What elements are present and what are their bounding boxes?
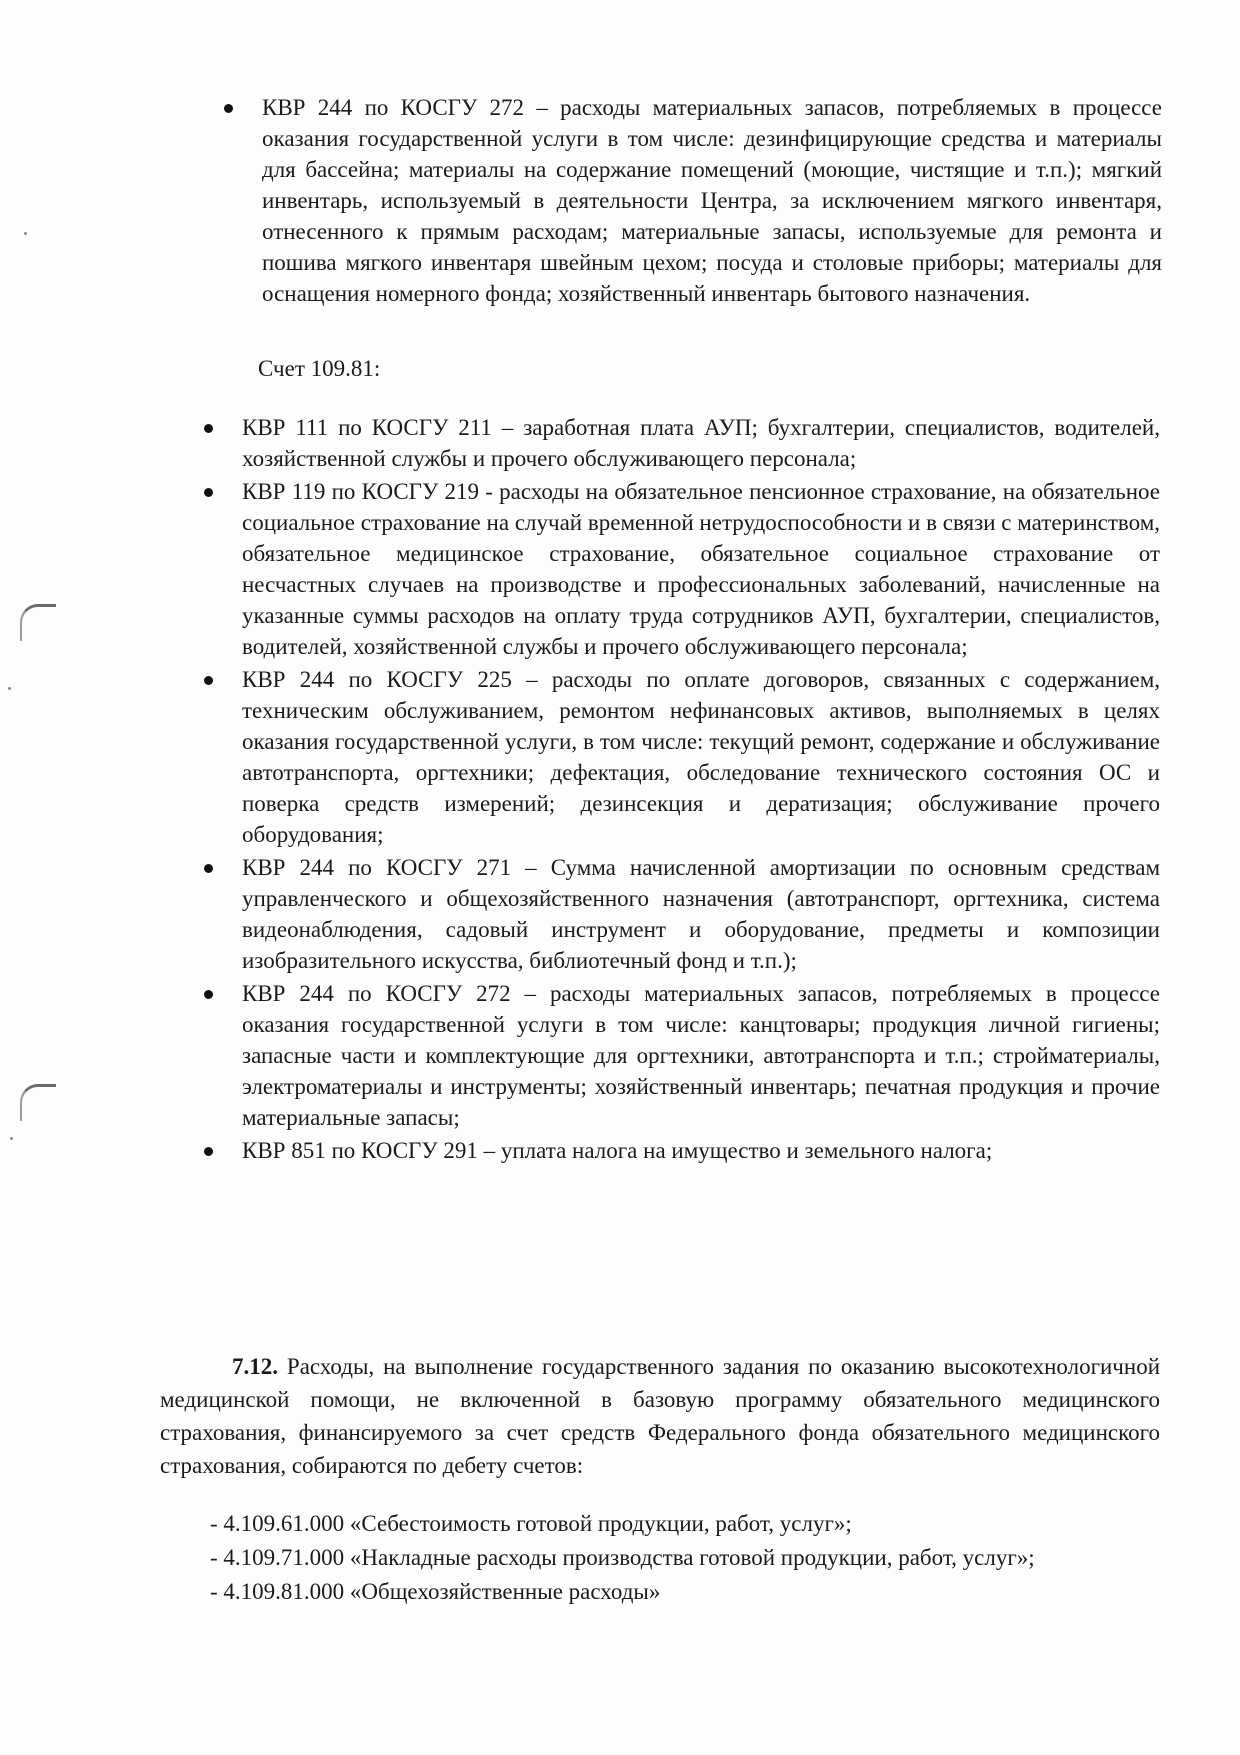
bullet-text: КВР 111 по КОСГУ 211 – заработная плата АУП; бухгалтерии, специалистов, водителей, хозяйственной службы и прочего обслуживающего персонала; (242, 415, 1160, 471)
bullet-icon (204, 990, 213, 999)
list-item (242, 978, 1160, 1133)
punch-hole-mark (20, 604, 56, 641)
bullet-icon (204, 488, 213, 497)
bullet-text: КВР 119 по КОСГУ 219 - расходы на обязательное пенсионное страхование, на обязательное социальное страхование на случай временной нетрудоспособности и в связи с материнством, обязательное медицинское страхование, обязательное социальное страхование от несчастных случаев на производстве и профессиональных заболеваний, начисленные на указанные суммы расходов на оплату труда сотрудников АУП, бухгалтерии, специалистов, водителей, хозяйственной службы и прочего обслуживающего персонала; (242, 479, 1160, 659)
punch-hole-mark (20, 1084, 56, 1121)
section-number: 7.12. (232, 1354, 278, 1379)
list-item (242, 664, 1160, 850)
list-item (242, 852, 1160, 976)
bullet-icon (204, 676, 213, 685)
list-item: - 4.109.81.000 «Общехозяйственные расходы» (210, 1579, 661, 1604)
list-item (262, 92, 1162, 309)
list-item (242, 476, 1160, 662)
bullet-icon (204, 424, 213, 433)
bullet-icon (204, 864, 213, 873)
scan-speck (8, 687, 11, 690)
list-item: - 4.109.61.000 «Себестоимость готовой продукции, работ, услуг»; (210, 1511, 852, 1536)
bullet-text: КВР 244 по КОСГУ 271 – Сумма начисленной амортизации по основным средствам управленческого и общехозяйственного назначения (автотранспорт, оргтехника, система видеонаблюдения, садовый инструмент и оборудование, предметы и композиции изобразительного искусства, библиотечный фонд и т.п.); (242, 855, 1160, 973)
top-bullet-list (262, 92, 1162, 311)
bullet-text: КВР 244 по КОСГУ 225 – расходы по оплате договоров, связанных с содержанием, техническим обслуживанием, ремонтом нефинансовых активов, выполняемых в целях оказания государственной услуги, в том числе: текущий ремонт, содержание и обслуживание автотранспорта, оргтехники; дефектация, обследование технического состояния ОС и поверка средств измерений; дезинсекция и дератизация; обслуживание прочего оборудования; (242, 667, 1160, 847)
account-label: Счет 109.81: (258, 356, 381, 381)
main-bullet-list (242, 412, 1160, 1168)
bullet-text: КВР 851 по КОСГУ 291 – уплата налога на имущество и земельного налога; (242, 1138, 993, 1163)
scan-speck (24, 232, 27, 235)
section-text: Расходы, на выполнение государственного задания по оказанию высокотехнологичной медицинской помощи, не включенной в базовую программу обязательного медицинского страхования, финансируемого за счет средств Федерального фонда обязательного медицинского страхования, собираются по дебету счетов: (160, 1354, 1160, 1478)
list-item (242, 412, 1160, 474)
list-item (242, 1135, 1160, 1166)
scan-speck (10, 1137, 13, 1140)
debit-account-list (210, 1507, 1035, 1609)
bullet-text: КВР 244 по КОСГУ 272 – расходы материальных запасов, потребляемых в процессе оказания государственной услуги в том числе: дезинфицирующие средства и материалы для бассейна; материалы на содержание помещений (моющие, чистящие и т.п.); мягкий инвентарь, используемый в деятельности Центра, за исключением мягкого инвентаря, отнесенного к прямым расходам; материальные запасы, используемые для ремонта и пошива мягкого инвентаря швейным цехом; посуда и столовые приборы; материалы для оснащения номерного фонда; хозяйственный инвентарь бытового назначения. (262, 95, 1162, 306)
bullet-icon (204, 1147, 213, 1156)
bullet-icon (224, 104, 233, 113)
section-paragraph (160, 1350, 1160, 1482)
list-item: - 4.109.71.000 «Накладные расходы производства готовой продукции, работ, услуг»; (210, 1545, 1035, 1570)
bullet-text: КВР 244 по КОСГУ 272 – расходы материальных запасов, потребляемых в процессе оказания государственной услуги в том числе: канцтовары; продукция личной гигиены; запасные части и комплектующие для оргтехники, автотранспорта и т.п.; стройматериалы, электроматериалы и инструменты; хозяйственный инвентарь; печатная продукция и прочие материальные запасы; (242, 981, 1160, 1130)
